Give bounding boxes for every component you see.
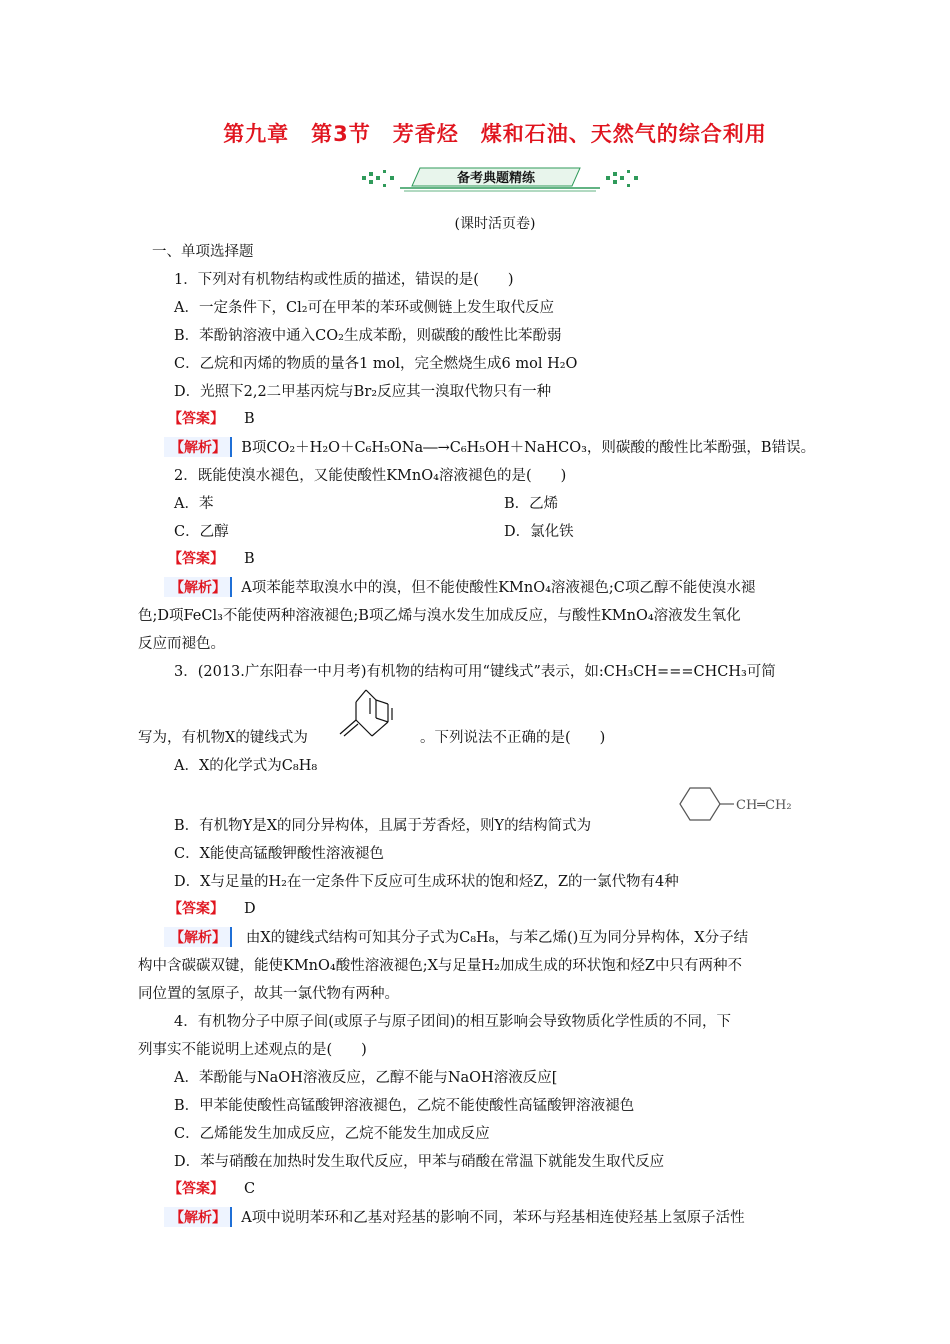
answer-tag: 【答案】 <box>168 551 224 567</box>
q2-analysis-line-2: 色;D项FeCl₃不能使两种溶液褪色;B项乙烯与溴水发生加成反应，与酸性KMnO₄溶液发生氧化 <box>138 608 741 624</box>
decorative-dots-left-icon <box>362 170 394 187</box>
page-title: 第九章 第3节 芳香烃 煤和石油、天然气的综合利用 <box>223 122 767 146</box>
q1-option-b: B．苯酚钠溶液中通入CO₂生成苯酚，则碳酸的酸性比苯酚弱 <box>174 328 562 344</box>
q4-stem-line-2: 列事实不能说明上述观点的是( ) <box>138 1042 367 1058</box>
answer-tag: 【答案】 <box>168 1181 224 1197</box>
q1-analysis: B项CO₂＋H₂O＋C₆H₅ONa―→C₆H₅OH＋NaHCO₃，则碳酸的酸性比苯酚强，B错误。 <box>241 440 816 456</box>
banner-graphic <box>360 166 640 194</box>
decorative-dots-right-icon <box>606 170 638 187</box>
q4-option-c: C．乙烯能发生加成反应，乙烷不能发生加成反应 <box>174 1126 490 1142</box>
banner-text: 备考典题精练 <box>456 171 536 186</box>
analysis-tag: 【解析】 <box>164 1207 232 1227</box>
q2-option-b: B．乙烯 <box>504 496 559 512</box>
q3-stem-line-1: 3．(2013.广东阳春一中月考)有机物的结构可用“键线式”表示，如:CH₃CH===CHCH₃可简 <box>174 664 776 680</box>
q4-answer: C <box>244 1181 256 1197</box>
q4-option-b: B．甲苯能使酸性高锰酸钾溶液褪色，乙烷不能使酸性高锰酸钾溶液褪色 <box>174 1098 635 1114</box>
q2-option-d: D．氯化铁 <box>504 524 574 540</box>
q2-option-a: A．苯 <box>174 496 214 512</box>
q1-answer: B <box>244 411 255 427</box>
q1-option-c: C．乙烷和丙烯的物质的量各1 mol，完全燃烧生成6 mol H₂O <box>174 356 578 372</box>
analysis-tag: 【解析】 <box>164 927 232 947</box>
q3-analysis-line-2: 构中含碳碳双键，能使KMnO₄酸性溶液褪色;X与足量H₂加成生成的环状饱和烃Z中只有两种不 <box>138 958 742 974</box>
section-heading: 一、单项选择题 <box>152 244 254 260</box>
q1-answer-row <box>168 408 255 428</box>
subtitle: (课时活页卷) <box>454 216 536 232</box>
styrene-structure-icon <box>660 780 820 830</box>
styrene-label: CH═CH₂ <box>736 798 792 813</box>
q4-analysis-row <box>164 1206 745 1227</box>
q3-stem-line-2b: 。下列说法不正确的是( ) <box>420 730 606 746</box>
answer-tag: 【答案】 <box>168 411 224 427</box>
q1-stem: 1．下列对有机物结构或性质的描述，错误的是( ) <box>174 272 514 288</box>
q3-option-d: D．X与足量的H₂在一定条件下反应可生成环状的饱和烃Z，Z的一氯代物有4种 <box>174 874 679 890</box>
q2-analysis-line-1: A项苯能萃取溴水中的溴，但不能使酸性KMnO₄溶液褪色;C项乙醇不能使溴水褪 <box>241 580 756 596</box>
q2-analysis-row <box>164 576 755 597</box>
q4-answer-row <box>168 1178 255 1198</box>
q4-option-d: D．苯与硝酸在加热时发生取代反应，甲苯与硝酸在常温下就能发生取代反应 <box>174 1154 665 1170</box>
q4-stem-line-1: 4．有机物分子中原子间(或原子与原子团间)的相互影响会导致物质化学性质的不同，下 <box>174 1014 732 1030</box>
q4-option-a: A．苯酚能与NaOH溶液反应，乙醇不能与NaOH溶液反应[ <box>174 1070 558 1086</box>
q3-option-c: C．X能使高锰酸钾酸性溶液褪色 <box>174 846 384 862</box>
q2-analysis-line-3: 反应而褪色。 <box>138 636 225 652</box>
q1-option-d: D．光照下2,2二甲基丙烷与Br₂反应其一溴取代物只有一种 <box>174 384 552 400</box>
q2-option-c: C．乙醇 <box>174 524 229 540</box>
q1-option-a: A．一定条件下，Cl₂可在甲苯的苯环或侧链上发生取代反应 <box>174 300 555 316</box>
answer-tag: 【答案】 <box>168 901 224 917</box>
analysis-tag: 【解析】 <box>164 577 232 597</box>
bicyclic-skeleton-structure-icon <box>330 684 414 742</box>
q4-analysis-line-1: A项中说明苯环和乙基对羟基的影响不同，苯环与羟基相连使羟基上氢原子活性 <box>241 1210 745 1226</box>
q3-option-b: B．有机物Y是X的同分异构体，且属于芳香烃，则Y的结构简式为 <box>174 818 592 834</box>
q3-answer-row <box>168 898 256 918</box>
q2-stem: 2．既能使溴水褪色，又能使酸性KMnO₄溶液褪色的是( ) <box>174 468 567 484</box>
q2-answer-row <box>168 548 255 568</box>
q3-answer: D <box>244 901 256 917</box>
q2-answer: B <box>244 551 255 567</box>
q3-stem-line-2a: 写为，有机物X的键线式为 <box>138 730 308 746</box>
analysis-tag: 【解析】 <box>164 437 232 457</box>
q3-analysis-row <box>164 926 748 947</box>
q3-option-a: A．X的化学式为C₈H₈ <box>174 758 318 774</box>
q3-analysis-line-1: 由X的键线式结构可知其分子式为C₈H₈，与苯乙烯()互为同分异构体，X分子结 <box>245 930 749 946</box>
q1-analysis-row <box>164 436 815 457</box>
q3-analysis-line-3: 同位置的氢原子，故其一氯代物有两种。 <box>138 986 399 1002</box>
